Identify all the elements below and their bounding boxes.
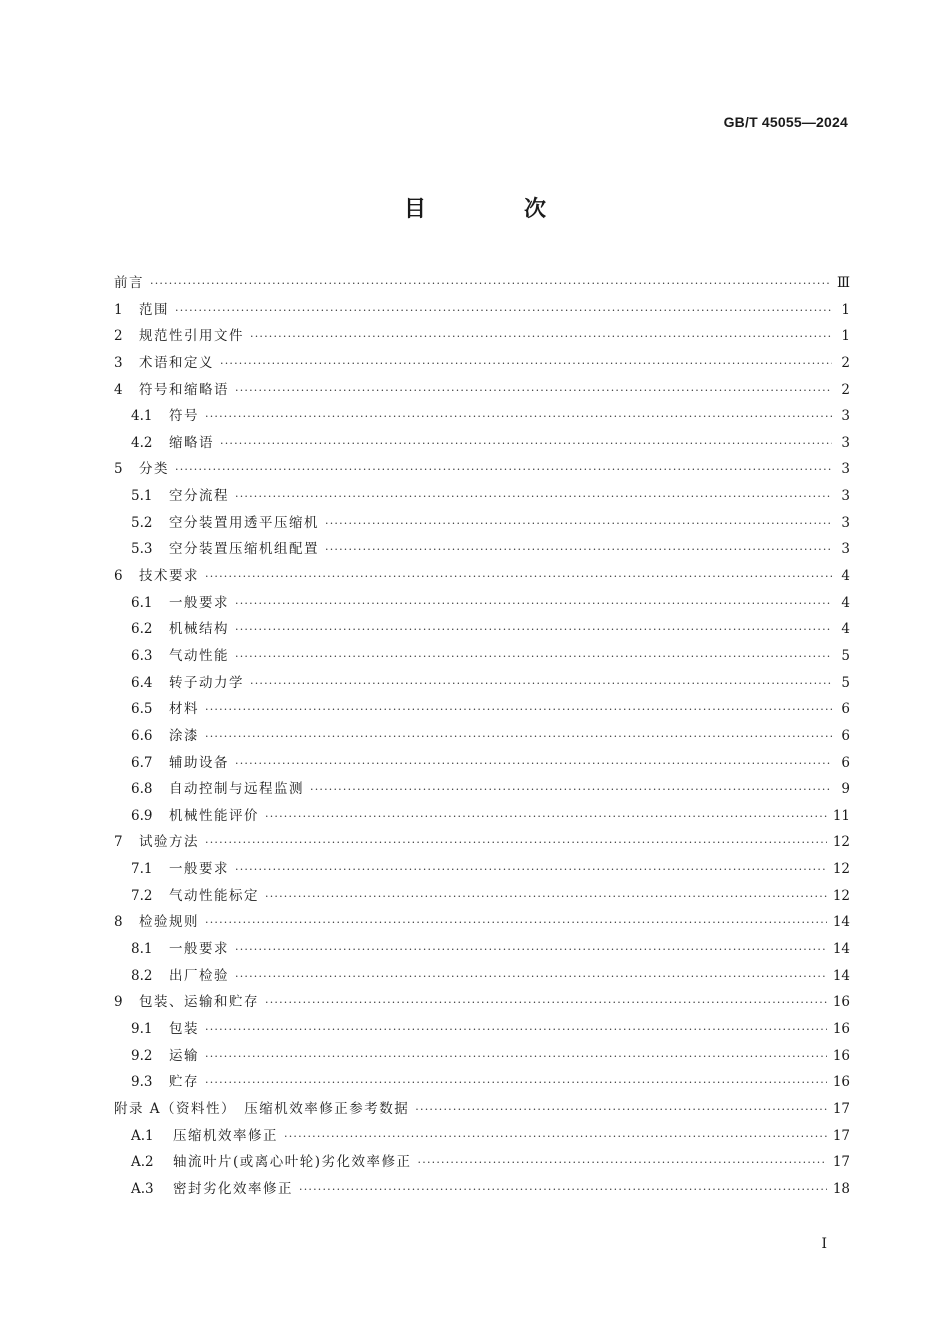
toc-entry-page: 16 [832, 1047, 850, 1064]
toc-entry[interactable] [114, 1097, 850, 1124]
toc-entry-number: 9.2 [131, 1047, 153, 1064]
toc-entry[interactable] [114, 1070, 850, 1097]
toc-entry-label: 技术要求 [139, 568, 199, 585]
toc-entry-label: 空分流程 [169, 488, 229, 505]
toc-entry-number: 7 [114, 834, 123, 851]
toc-leader-dots [220, 357, 832, 370]
toc-entry-page: 6 [841, 727, 850, 744]
toc-leader-dots [265, 996, 827, 1009]
toc-entry[interactable] [114, 298, 850, 325]
toc-entry-label: 出厂检验 [169, 967, 229, 984]
toc-entry-label: 规范性引用文件 [139, 328, 244, 345]
toc-entry[interactable] [114, 511, 850, 538]
page-title: 目 次 [403, 197, 584, 222]
toc-entry[interactable] [114, 564, 850, 591]
toc-entry[interactable] [114, 1044, 850, 1071]
toc-entry-page: 12 [832, 861, 850, 878]
toc-entry-label: 空分装置压缩机组配置 [169, 541, 319, 558]
toc-entry-number: 4 [114, 381, 123, 398]
table-of-contents [114, 271, 850, 1203]
toc-entry-label: 试验方法 [139, 834, 199, 851]
toc-entry-number: 4.2 [131, 434, 153, 451]
toc-leader-dots [310, 783, 832, 796]
toc-entry-number: 6.7 [131, 754, 153, 771]
toc-entry-page: 2 [841, 381, 850, 398]
toc-leader-dots [418, 1156, 827, 1169]
toc-entry-page: 14 [832, 914, 850, 931]
toc-entry-number: 6.3 [131, 647, 153, 664]
toc-entry-label: 符号 [169, 408, 199, 425]
toc-entry[interactable] [114, 617, 850, 644]
toc-entry-page: 14 [832, 967, 850, 984]
toc-leader-dots [265, 890, 827, 903]
toc-entry-number: 6.5 [131, 701, 153, 718]
toc-entry-page: 3 [841, 488, 850, 505]
toc-leader-dots [205, 410, 832, 423]
toc-entry-label: 一般要求 [169, 941, 229, 958]
toc-entry-page: 16 [832, 1074, 850, 1091]
toc-entry-number: 7.2 [131, 887, 153, 904]
toc-entry[interactable] [114, 484, 850, 511]
toc-entry-number: 4.1 [131, 408, 153, 425]
toc-entry-label: 缩略语 [169, 434, 214, 451]
toc-entry-page: 3 [841, 461, 850, 478]
toc-entry-number: 6.2 [131, 621, 153, 638]
toc-entry-label: 一般要求 [169, 861, 229, 878]
toc-entry[interactable] [114, 1177, 850, 1204]
toc-leader-dots [205, 730, 832, 743]
toc-entry-label: 自动控制与远程监测 [169, 781, 304, 798]
toc-entry-page: 18 [832, 1180, 850, 1197]
toc-entry-number: 9.3 [131, 1074, 153, 1091]
toc-entry[interactable] [114, 404, 850, 431]
toc-entry-page: 3 [841, 434, 850, 451]
toc-entry-page: 3 [841, 514, 850, 531]
toc-entry-number: 6 [114, 568, 123, 585]
toc-leader-dots [175, 304, 832, 317]
toc-leader-dots [250, 677, 832, 690]
toc-leader-dots [220, 437, 832, 450]
toc-entry-page: 1 [841, 301, 850, 318]
toc-entry[interactable] [114, 804, 850, 831]
toc-leader-dots [325, 517, 832, 530]
toc-entry[interactable] [114, 378, 850, 405]
toc-entry-page: 4 [841, 568, 850, 585]
toc-entry-page: 17 [832, 1127, 850, 1144]
toc-entry[interactable] [114, 910, 850, 937]
toc-leader-dots [325, 543, 832, 556]
toc-entry[interactable] [114, 431, 850, 458]
toc-entry-number: A.1 [131, 1127, 154, 1144]
toc-entry-page: 1 [841, 328, 850, 345]
toc-entry-number: 7.1 [131, 861, 153, 878]
toc-entry-page: 5 [841, 674, 850, 691]
toc-entry-label: 贮存 [169, 1074, 199, 1091]
toc-entry[interactable] [114, 937, 850, 964]
toc-leader-dots [235, 490, 832, 503]
toc-leader-dots [205, 570, 832, 583]
toc-leader-dots [250, 330, 832, 343]
toc-entry-label: 附录 A（资料性） 压缩机效率修正参考数据 [114, 1100, 410, 1117]
toc-entry[interactable] [114, 724, 850, 751]
toc-entry-number: A.3 [131, 1180, 154, 1197]
toc-entry-label: 转子动力学 [169, 674, 244, 691]
toc-entry-page: 3 [841, 408, 850, 425]
toc-leader-dots [205, 836, 827, 849]
toc-entry-page: 5 [841, 647, 850, 664]
toc-leader-dots [415, 1103, 827, 1116]
toc-entry[interactable] [114, 1150, 850, 1177]
toc-entry-number: 2 [114, 328, 123, 345]
toc-entry[interactable] [114, 271, 850, 298]
toc-entry-label: 空分装置用透平压缩机 [169, 514, 319, 531]
toc-entry-number: 8 [114, 914, 123, 931]
toc-leader-dots [205, 916, 827, 929]
toc-entry-label: 检验规则 [139, 914, 199, 931]
toc-leader-dots [235, 970, 827, 983]
toc-entry-label: 前言 [114, 275, 144, 291]
toc-entry[interactable] [114, 1124, 850, 1151]
toc-entry-page: 6 [841, 754, 850, 771]
toc-entry-page: 11 [832, 807, 850, 824]
toc-entry-page: 17 [832, 1154, 850, 1171]
toc-entry[interactable] [114, 644, 850, 671]
toc-leader-dots [205, 703, 832, 716]
toc-entry-page: 9 [841, 781, 850, 798]
toc-entry-number: 6.1 [131, 594, 153, 611]
toc-entry-number: 5.2 [131, 514, 153, 531]
toc-entry-page: 14 [832, 941, 850, 958]
toc-entry[interactable] [114, 751, 850, 778]
toc-entry[interactable] [114, 537, 850, 564]
toc-entry-page: 2 [841, 354, 850, 371]
toc-entry-page: Ⅲ [836, 275, 850, 291]
toc-entry-page: 16 [832, 994, 850, 1011]
toc-leader-dots [265, 810, 827, 823]
toc-entry-label: 压缩机效率修正 [173, 1127, 278, 1144]
toc-entry-label: 运输 [169, 1047, 199, 1064]
toc-entry-page: 12 [832, 887, 850, 904]
toc-entry-page: 17 [832, 1100, 850, 1117]
toc-entry-label: 一般要求 [169, 594, 229, 611]
toc-entry-label: 分类 [139, 461, 169, 478]
toc-entry-page: 3 [841, 541, 850, 558]
toc-entry-label: 气动性能 [169, 647, 229, 664]
toc-entry-page: 4 [841, 621, 850, 638]
toc-entry[interactable] [114, 830, 850, 857]
toc-entry-page: 6 [841, 701, 850, 718]
toc-entry-number: 3 [114, 354, 123, 371]
toc-entry-number: A.2 [131, 1154, 154, 1171]
toc-entry[interactable] [114, 591, 850, 618]
toc-entry-label: 机械性能评价 [169, 807, 259, 824]
toc-entry-number: 5.3 [131, 541, 153, 558]
toc-leader-dots [235, 597, 832, 610]
toc-entry-page: 12 [832, 834, 850, 851]
toc-entry-label: 包装 [169, 1020, 199, 1037]
toc-entry-page: 4 [841, 594, 850, 611]
toc-entry-label: 范围 [139, 301, 169, 318]
toc-entry-label: 轴流叶片(或离心叶轮)劣化效率修正 [173, 1154, 412, 1171]
toc-entry-number: 8.1 [131, 941, 153, 958]
toc-leader-dots [205, 1076, 827, 1089]
toc-leader-dots [150, 277, 831, 290]
footer-page-number: I [821, 1236, 827, 1252]
toc-entry[interactable] [114, 884, 850, 911]
toc-entry-label: 包装、运输和贮存 [139, 994, 259, 1011]
toc-leader-dots [235, 623, 832, 636]
toc-entry-label: 密封劣化效率修正 [173, 1180, 293, 1197]
toc-entry-label: 涂漆 [169, 727, 199, 744]
toc-leader-dots [235, 943, 827, 956]
toc-entry-label: 符号和缩略语 [139, 381, 229, 398]
toc-entry-label: 气动性能标定 [169, 887, 259, 904]
toc-leader-dots [205, 1023, 827, 1036]
toc-entry-page: 16 [832, 1020, 850, 1037]
toc-entry[interactable] [114, 857, 850, 884]
standard-code: GB/T 45055—2024 [723, 114, 848, 130]
toc-entry-label: 机械结构 [169, 621, 229, 638]
toc-entry[interactable] [114, 457, 850, 484]
toc-entry[interactable] [114, 351, 850, 378]
toc-leader-dots [299, 1183, 827, 1196]
toc-entry-number: 8.2 [131, 967, 153, 984]
toc-entry-number: 9.1 [131, 1020, 153, 1037]
toc-entry[interactable] [114, 671, 850, 698]
toc-leader-dots [235, 863, 827, 876]
toc-entry-label: 辅助设备 [169, 754, 229, 771]
toc-entry-number: 6.6 [131, 727, 153, 744]
toc-leader-dots [284, 1130, 827, 1143]
toc-leader-dots [235, 650, 832, 663]
toc-entry-number: 5 [114, 461, 123, 478]
toc-entry-number: 5.1 [131, 488, 153, 505]
toc-entry[interactable] [114, 1017, 850, 1044]
toc-entry[interactable] [114, 697, 850, 724]
toc-entry-number: 6.4 [131, 674, 153, 691]
toc-leader-dots [175, 463, 832, 476]
toc-entry-number: 6.8 [131, 781, 153, 798]
toc-entry-number: 6.9 [131, 807, 153, 824]
toc-entry-label: 材料 [169, 701, 199, 718]
toc-entry[interactable] [114, 777, 850, 804]
toc-leader-dots [205, 1050, 827, 1063]
toc-entry[interactable] [114, 990, 850, 1017]
toc-entry[interactable] [114, 964, 850, 991]
toc-leader-dots [235, 757, 832, 770]
toc-entry-label: 术语和定义 [139, 354, 214, 371]
toc-entry-number: 1 [114, 301, 123, 318]
toc-leader-dots [235, 384, 832, 397]
toc-entry[interactable] [114, 324, 850, 351]
toc-entry-number: 9 [114, 994, 123, 1011]
